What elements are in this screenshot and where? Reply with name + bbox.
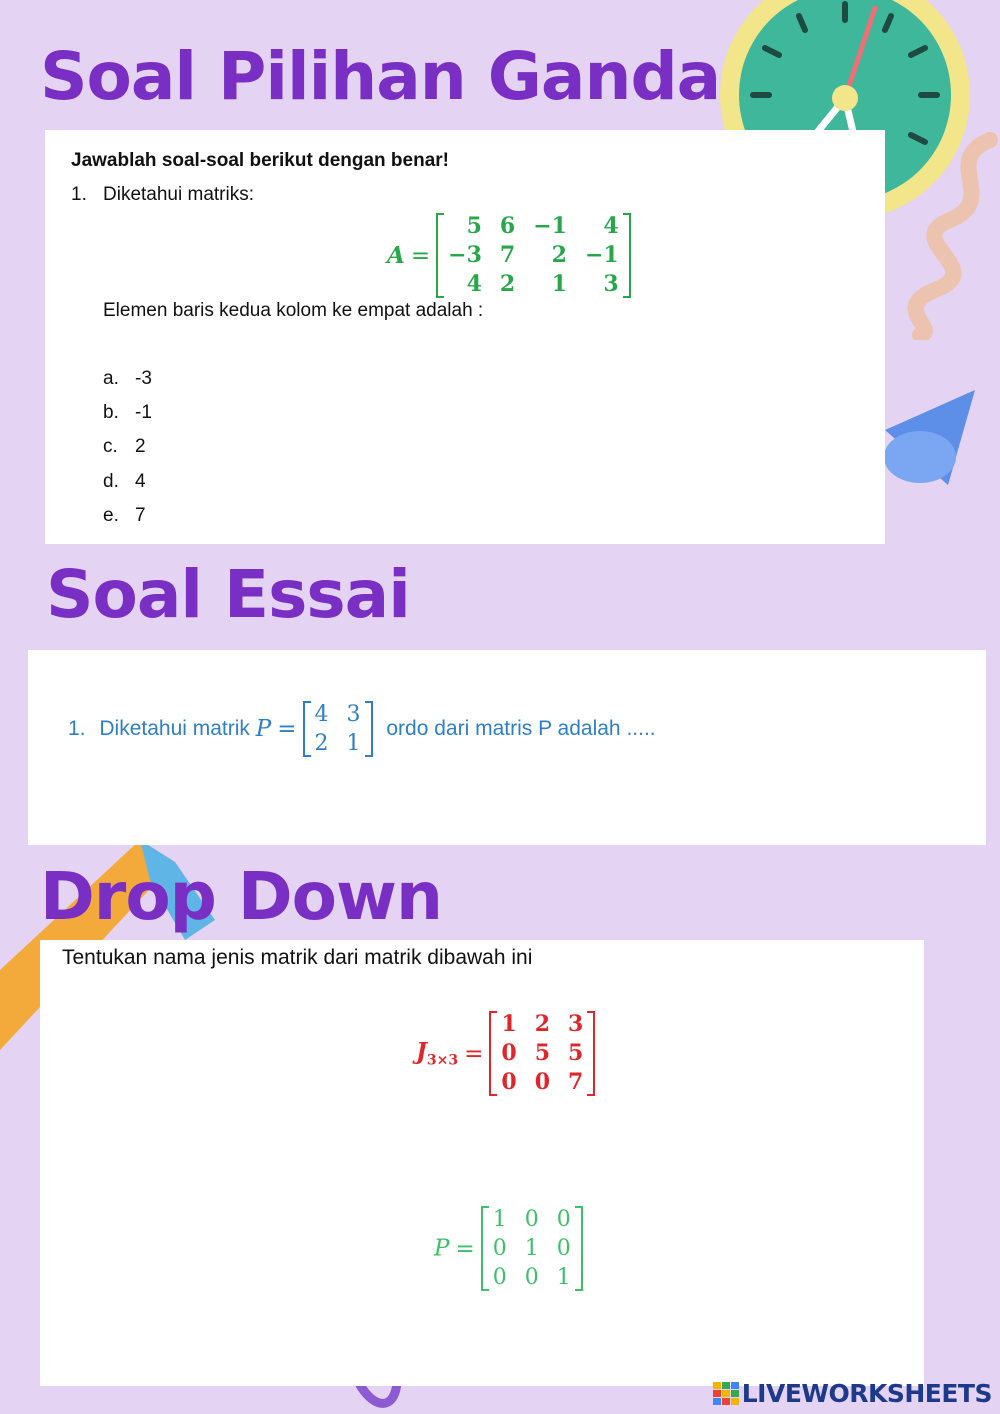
matrix-row xyxy=(439,212,628,241)
essay-question-number: 1. xyxy=(68,717,86,740)
option-letter: d. xyxy=(103,471,119,492)
liveworksheets-watermark xyxy=(713,1379,992,1408)
matrix-p-equation xyxy=(434,1205,583,1292)
multiple-choice-card xyxy=(45,130,885,544)
essay-card xyxy=(28,650,986,845)
matrix-cell: −3 xyxy=(448,242,482,268)
matrix-cell: 0 xyxy=(501,1040,517,1066)
matrix-cell: 4 xyxy=(603,213,619,239)
option-letter: c. xyxy=(103,436,118,457)
essay-question xyxy=(68,700,656,758)
question-number: 1. xyxy=(71,184,87,205)
matrix-row xyxy=(306,700,370,729)
matrix-cell: 2 xyxy=(314,731,329,756)
matrix-cell: 1 xyxy=(492,1207,507,1232)
matrix-cell: −1 xyxy=(584,242,619,268)
matrix-row xyxy=(492,1010,592,1039)
dropdown-card xyxy=(40,940,924,1386)
option-letter: e. xyxy=(103,505,119,526)
dropdown-instruction: Tentukan nama jenis matrik dari matrik dibawah ini xyxy=(62,946,533,969)
liveworksheets-logo-icon xyxy=(713,1382,739,1406)
matrix-p2-label: P xyxy=(434,1235,450,1262)
matrix-cell: 2 xyxy=(499,271,516,297)
matrix-cell: 0 xyxy=(524,1207,539,1232)
matrix-cell: 4 xyxy=(466,271,482,297)
option-letter: b. xyxy=(103,402,119,423)
matrix-j-letter: J xyxy=(416,1038,427,1066)
option-e[interactable] xyxy=(103,505,146,527)
matrix-cell: 2 xyxy=(551,242,567,268)
question-text: Elemen baris kedua kolom ke empat adalah : xyxy=(103,300,484,321)
matrix-cell: 0 xyxy=(556,1236,571,1261)
matrix-j-label xyxy=(416,1038,459,1069)
matrix-a xyxy=(439,212,628,299)
equals-sign: = xyxy=(464,1040,484,1067)
option-letter: a. xyxy=(103,368,119,389)
matrix-p-brackets xyxy=(303,700,373,758)
watermark-text: LIVEWORKSHEETS xyxy=(741,1379,992,1408)
matrix-cell: 5 xyxy=(466,213,482,239)
option-value: 7 xyxy=(135,505,146,526)
matrix-row xyxy=(484,1263,580,1292)
matrix-a-label: A xyxy=(387,242,405,269)
matrix-cell: 7 xyxy=(568,1069,584,1095)
multiple-choice-heading: Soal Pilihan Ganda xyxy=(40,38,721,115)
matrix-cell: 1 xyxy=(556,1265,571,1290)
matrix-cell: 5 xyxy=(534,1040,551,1066)
matrix-row xyxy=(439,270,628,299)
matrix-cell: 0 xyxy=(556,1207,571,1232)
matrix-j-subscript: 3×3 xyxy=(426,1052,459,1069)
option-value: -1 xyxy=(135,402,152,423)
matrix-j-brackets xyxy=(489,1010,595,1097)
matrix-cell: 0 xyxy=(524,1265,539,1290)
matrix-a-equation xyxy=(387,212,631,299)
matrix-row xyxy=(492,1068,592,1097)
matrix-j-dropdown-target[interactable] xyxy=(340,1110,640,1146)
matrix-cell: 1 xyxy=(551,271,567,297)
matrix-a-brackets xyxy=(436,212,631,299)
matrix-cell: 3 xyxy=(568,1011,584,1037)
matrix-p-dropdown-target[interactable] xyxy=(340,1310,640,1346)
matrix-row xyxy=(306,729,370,758)
option-c[interactable] xyxy=(103,436,146,458)
equals-sign: = xyxy=(277,716,297,742)
matrix-j-equation xyxy=(416,1010,595,1097)
spring-illustration xyxy=(880,130,1000,340)
matrix-cell: −1 xyxy=(533,213,567,239)
essay-heading: Soal Essai xyxy=(46,556,410,633)
matrix-cell: 1 xyxy=(346,731,361,756)
matrix-cell: 5 xyxy=(568,1040,584,1066)
matrix-cell: 3 xyxy=(603,271,619,297)
matrix-cell: 7 xyxy=(499,242,516,268)
matrix-cell: 1 xyxy=(501,1011,517,1037)
option-value: 2 xyxy=(135,436,146,457)
equals-sign: = xyxy=(455,1235,475,1262)
option-b[interactable] xyxy=(103,402,152,424)
essay-text-before: Diketahui matrik xyxy=(99,717,250,740)
matrix-cell: 0 xyxy=(492,1236,507,1261)
option-a[interactable] xyxy=(103,368,152,390)
equals-sign: = xyxy=(410,242,431,269)
cone-illustration xyxy=(880,385,980,495)
matrix-p-essay xyxy=(306,700,370,758)
essay-answer-field[interactable] xyxy=(68,780,948,820)
matrix-row xyxy=(484,1234,580,1263)
matrix-row xyxy=(484,1205,580,1234)
matrix-cell: 2 xyxy=(534,1011,551,1037)
option-value: -3 xyxy=(135,368,152,389)
matrix-cell: 1 xyxy=(524,1236,539,1261)
instruction-text: Jawablah soal-soal berikut dengan benar! xyxy=(71,150,449,171)
matrix-cell: 0 xyxy=(492,1265,507,1290)
matrix-cell: 3 xyxy=(346,702,361,727)
option-d[interactable] xyxy=(103,471,146,493)
matrix-cell: 0 xyxy=(534,1069,551,1095)
matrix-row xyxy=(492,1039,592,1068)
option-value: 4 xyxy=(135,471,146,492)
matrix-row xyxy=(439,241,628,270)
matrix-cell: 6 xyxy=(499,213,516,239)
matrix-p2-brackets xyxy=(481,1205,583,1292)
question-intro: Diketahui matriks: xyxy=(103,184,254,205)
matrix-cell: 0 xyxy=(501,1069,517,1095)
matrix-p-identity xyxy=(484,1205,580,1292)
essay-text-after: ordo dari matris P adalah ..... xyxy=(386,717,656,740)
matrix-cell: 4 xyxy=(314,702,329,727)
dropdown-heading: Drop Down xyxy=(40,858,442,935)
matrix-j xyxy=(492,1010,592,1097)
matrix-p-label: P xyxy=(255,716,272,742)
